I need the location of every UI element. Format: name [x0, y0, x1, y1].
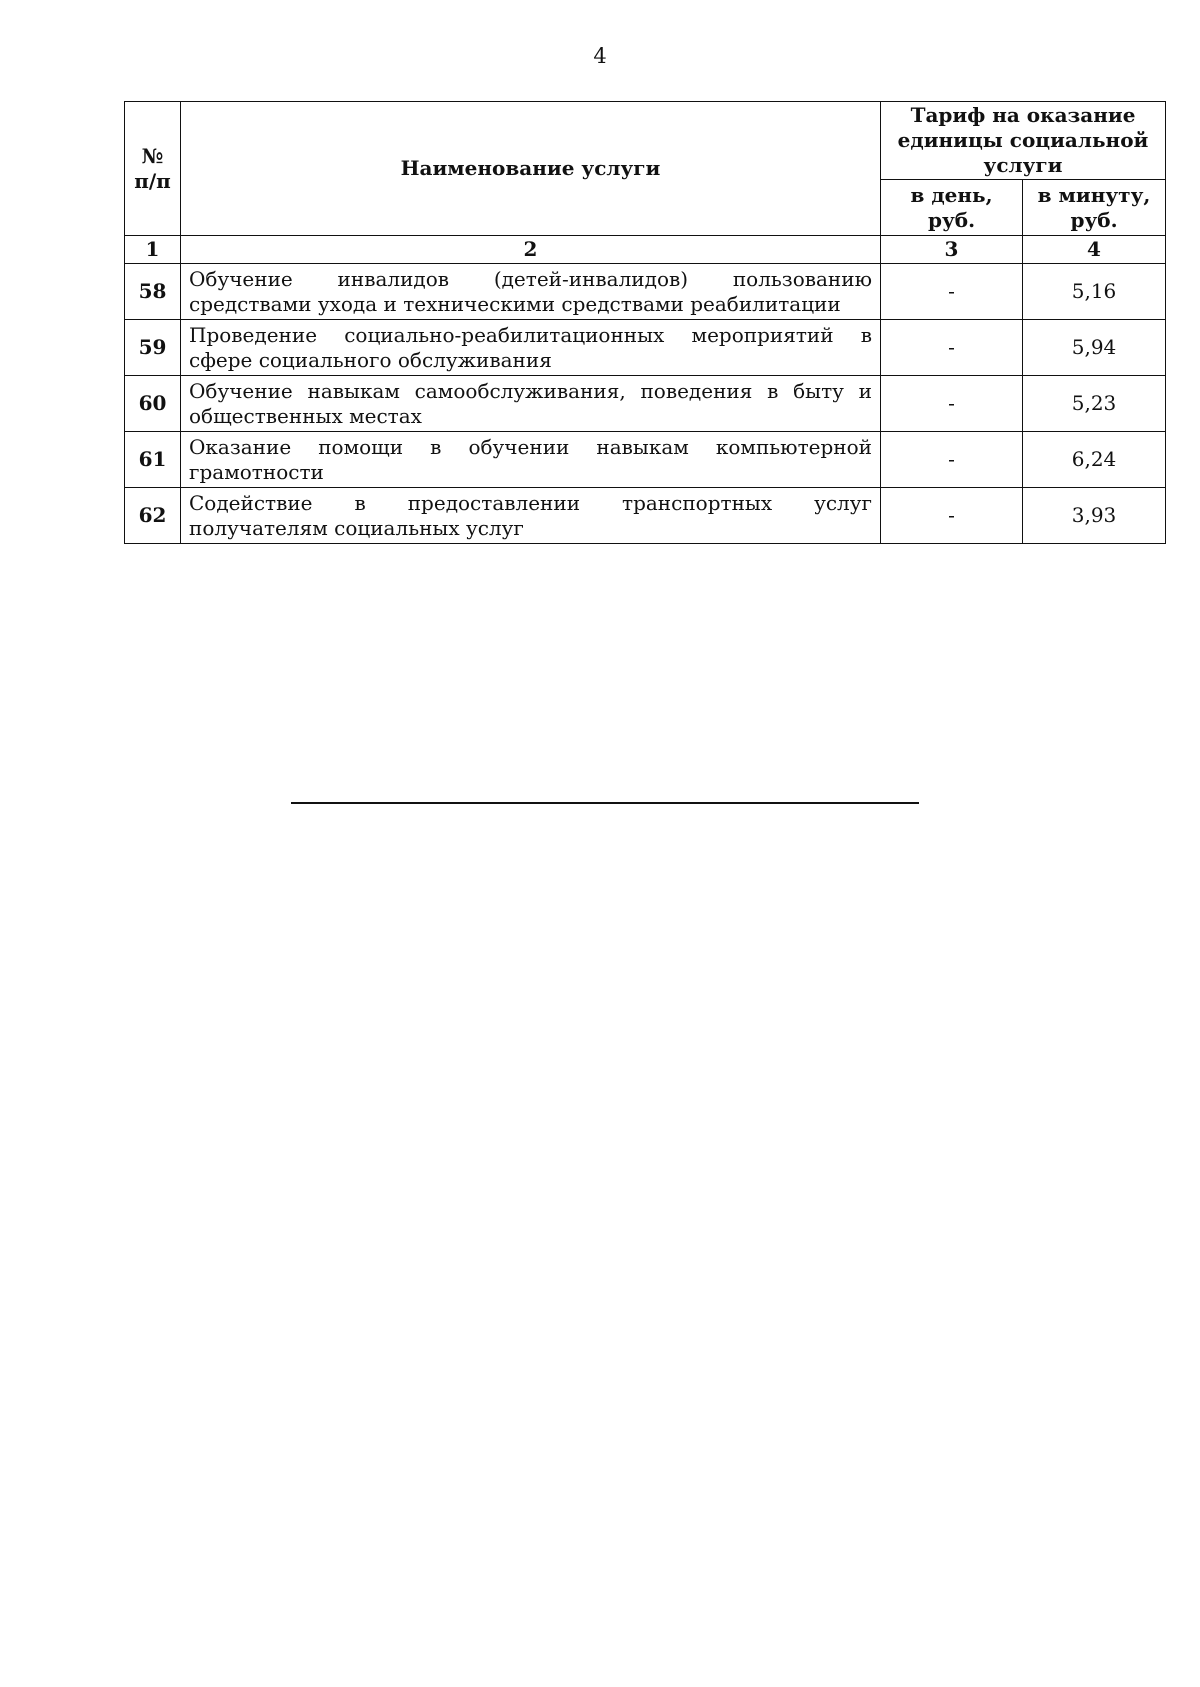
column-index: 2: [181, 236, 881, 264]
service-name: Оказание помощи в обучении навыкам компьютерной грамотности: [181, 432, 881, 488]
service-name: Обучение инвалидов (детей-инвалидов) пользованию средствами ухода и техническими средствами реабилитации: [181, 264, 881, 320]
tariff-table: [124, 101, 1166, 544]
tariff-per-minute: 6,24: [1023, 432, 1166, 488]
tariff-per-day: -: [881, 320, 1023, 376]
header-per-day: в день, руб.: [881, 180, 1023, 236]
tariff-per-day: -: [881, 376, 1023, 432]
row-number: 60: [125, 376, 181, 432]
column-index-row: [125, 236, 1166, 264]
page-number: 4: [593, 44, 607, 68]
row-number: 62: [125, 488, 181, 544]
service-name: Обучение навыкам самообслуживания, поведения в быту и общественных местах: [181, 376, 881, 432]
header-no: № п/п: [125, 102, 181, 236]
service-name: Содействие в предоставлении транспортных услуг получателям социальных услуг: [181, 488, 881, 544]
column-index: 1: [125, 236, 181, 264]
tariff-per-minute: 5,23: [1023, 376, 1166, 432]
tariff-per-minute: 3,93: [1023, 488, 1166, 544]
table-row: [125, 432, 1166, 488]
header-per-minute: в минуту, руб.: [1023, 180, 1166, 236]
service-name: Проведение социально-реабилитационных мероприятий в сфере социального обслуживания: [181, 320, 881, 376]
header-tariff-group: Тариф на оказание единицы социальной услуги: [881, 102, 1166, 180]
tariff-per-minute: 5,94: [1023, 320, 1166, 376]
table-row: [125, 320, 1166, 376]
column-index: 4: [1023, 236, 1166, 264]
header-row-top: [125, 102, 1166, 180]
header-name: Наименование услуги: [181, 102, 881, 236]
tariff-per-day: -: [881, 432, 1023, 488]
row-number: 59: [125, 320, 181, 376]
table-row: [125, 264, 1166, 320]
tariff-per-day: -: [881, 264, 1023, 320]
row-number: 58: [125, 264, 181, 320]
column-index: 3: [881, 236, 1023, 264]
table-row: [125, 376, 1166, 432]
table-row: [125, 488, 1166, 544]
closing-separator-line: [291, 802, 919, 804]
row-number: 61: [125, 432, 181, 488]
tariff-per-day: -: [881, 488, 1023, 544]
tariff-per-minute: 5,16: [1023, 264, 1166, 320]
